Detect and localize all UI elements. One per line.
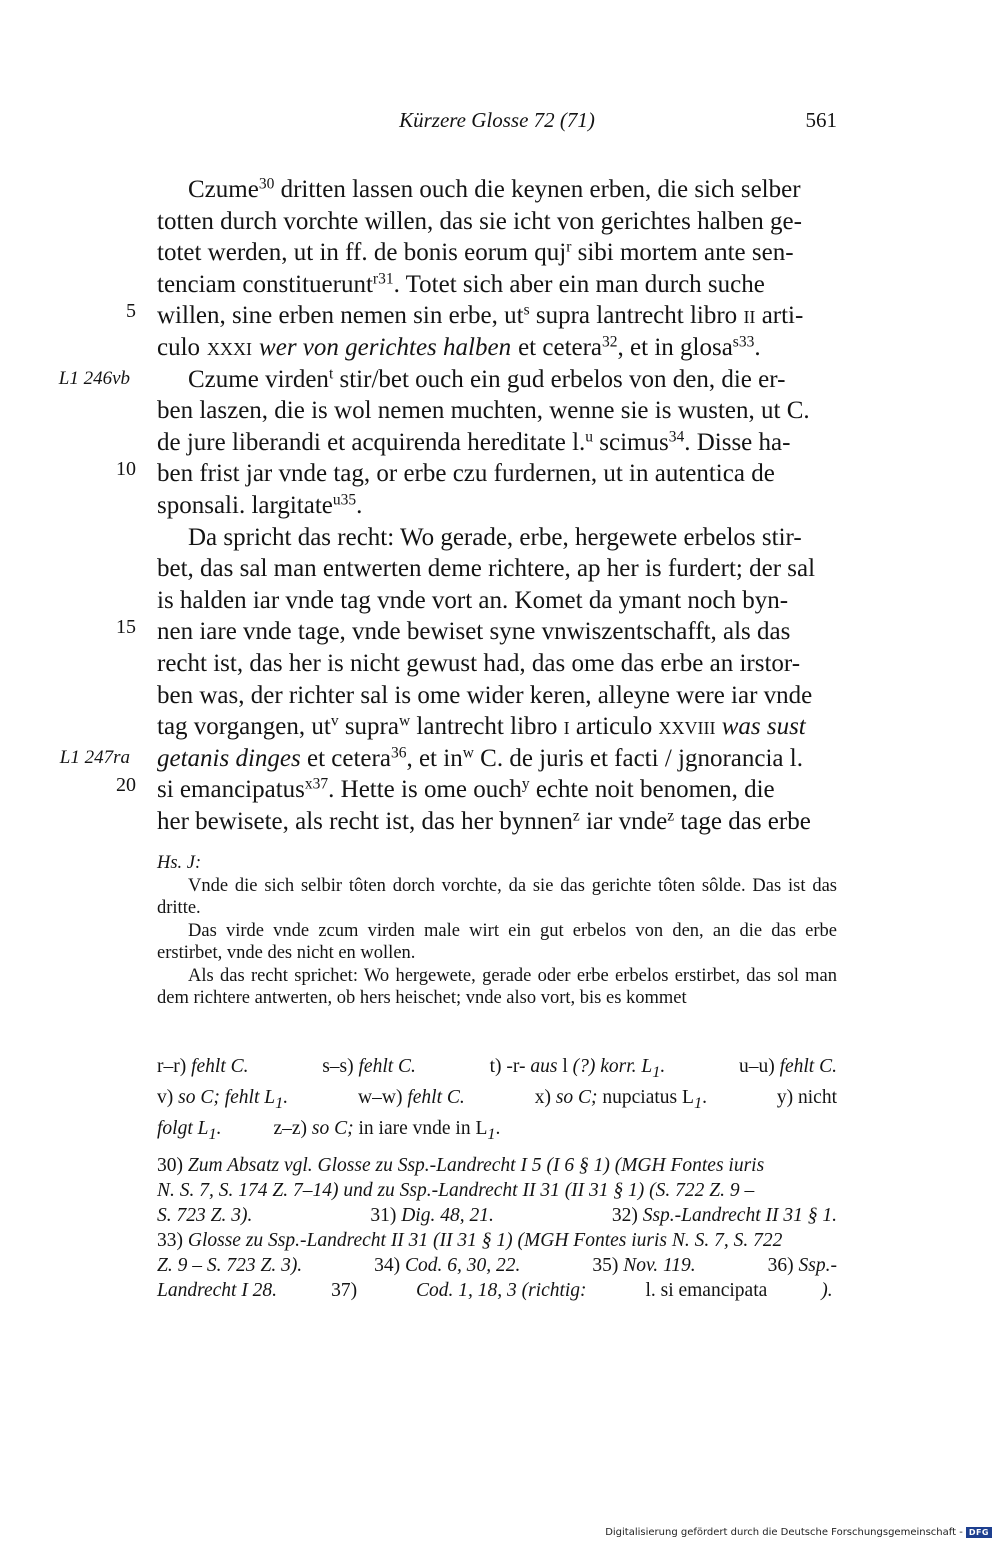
text-line: si emancipatus$^{x37}$. Hette is ome ouch$^y$ echte noit benomen, die (157, 775, 775, 804)
credit-text: Digitalisierung gefördert durch die Deutsche Forschungsgemeinschaft - (605, 1527, 963, 1538)
footnote-row: 33) Glosse zu Ssp.-Landrecht II 31 (II 31 § 1) (MGH Fontes iuris N. S. 7, S. 722 (157, 1230, 783, 1251)
critical-apparatus (157, 1054, 837, 1147)
manuscript-variant (157, 852, 837, 1010)
footnote-row: Landrecht I 28. 37) Cod. 1, 18, 3 (richtig: l. si emancipata ). (157, 1280, 833, 1301)
apparatus-row: folgt $L_1$. z–z) so C; in iare vnde in $L_1$. (157, 1117, 501, 1143)
line-number: 10 (116, 458, 136, 480)
apparatus-row: r–r) fehlt C. s–s) fehlt C. t) -r- aus l (?) korr. $L_1$. u–u) fehlt C. (157, 1056, 837, 1081)
text-line: Czume virden$^t$ stir/bet ouch ein gud erbelos von den, die er- (188, 365, 786, 393)
text-line: totet werden, ut in ff. de bonis eorum quj$^r$ sibi mortem ante sen- (157, 238, 794, 267)
apparatus-row: v) so C; fehlt $L_1$. w–w) fehlt C. x) so C; nupciatus $L_1$. y) nicht (157, 1086, 837, 1112)
text-line: Czume$^{30}$ dritten lassen ouch die keynen erben, die sich selber (188, 175, 801, 203)
text-line: Da spricht das recht: Wo gerade, erbe, hergewete erbelos stir- (188, 523, 802, 551)
margin-note: L1 246vb (58, 368, 130, 389)
text-line: culo xxxi wer von gerichtes halben et cetera$^{32}$, et in glosa$^{s33}$. (157, 333, 761, 361)
dfg-logo: DFG (966, 1527, 992, 1538)
variant-paragraph: Vnde die sich selbir tôten dorch vorchte, da sie das gerichte tôten sôlde. Das ist das dritte. (157, 875, 837, 918)
page-number: 561 (805, 108, 837, 132)
text-line: sponsali. largitate$^{u35}$. (157, 491, 363, 519)
variant-label: Hs. J: (157, 853, 202, 873)
footnote-row: Z. 9 – S. 723 Z. 3). 34) Cod. 6, 30, 22. 35) Nov. 119. 36) Ssp.- (157, 1255, 837, 1276)
text-line: recht ist, das her is nicht gewust had, das ome das erbe an irstor- (157, 649, 801, 677)
footnote-row: S. 723 Z. 3). 31) Dig. 48, 21. 32) Ssp.-Landrecht II 31 § 1. (157, 1205, 837, 1226)
footnotes (157, 1153, 837, 1303)
text-line: willen, sine erben nemen sin erbe, $ut^s$ supra lantrecht libro ii arti- (157, 301, 804, 330)
text-line: tag vorgangen, $ut^v$ supra$^w$ lantrecht libro i articulo xxviii was sust (157, 712, 806, 741)
text-line: nen iare vnde tage, vnde bewiset syne vnwiszentschafft, als das (157, 618, 791, 646)
variant-paragraph: Das virde vnde zcum virden male wirt ein gut erbelos von den, an die das erbe erstirbet, vnde des nicht en wollen. (157, 920, 837, 963)
text-line: ben was, der richter sal is ome wider keren, alleyne were iar vnde (157, 681, 813, 709)
text-line: tenciam constituerunt$^{r31}$. Totet sich aber ein man durch suche (157, 270, 765, 298)
main-text (157, 174, 837, 837)
footnote-row: 30) Zum Absatz vgl. Glosse zu Ssp.-Landrecht I 5 (I 6 § 1) (MGH Fontes iuris (157, 1155, 765, 1176)
text-line: ben laszen, die is wol nemen muchten, wenne sie is wusten, ut C. (157, 397, 810, 425)
margin-note: L1 247ra (59, 747, 130, 768)
text-line: ben frist jar vnde tag, or erbe czu furdernen, ut in autentica de (157, 460, 775, 488)
line-number: 15 (116, 616, 136, 638)
line-number: 5 (126, 300, 136, 322)
text-line: getanis dinges et cetera$^{36}$, et $in^w$ C. de juris et facti / jgnorancia l. (157, 744, 803, 772)
text-line: bet, das sal man entwerten deme richtere, ap her is furdert; der sal (157, 555, 816, 583)
text-line: is halden iar vnde tag vnde vort an. Komet da ymant noch byn- (157, 586, 789, 614)
variant-paragraph: Als das recht sprichet: Wo hergewete, gerade oder erbe erbelos erstirbet, das sol man dem richtere antwerten, ob hers heischet; vnde also vort, bis es kommet (157, 965, 837, 1008)
running-header (157, 106, 837, 140)
text-line: her bewisete, als recht ist, das her bynnen$^z$ iar vnde$^z$ tage das erbe (157, 807, 811, 835)
text-line: totten durch vorchte willen, das sie icht von gerichtes halben ge- (157, 207, 802, 235)
text-line: de jure liberandi et acquirenda hereditate l.$^u$ scimus$^{34}$. Disse ha- (157, 428, 791, 456)
line-number: 20 (116, 774, 136, 796)
running-title: Kürzere Glosse 72 (71) (399, 108, 595, 132)
footnote-row: N. S. 7, S. 174 Z. 7–14) und zu Ssp.-Landrecht II 31 (II 31 § 1) (S. 722 Z. 9 – (157, 1180, 755, 1201)
digitization-credit (605, 1527, 992, 1538)
